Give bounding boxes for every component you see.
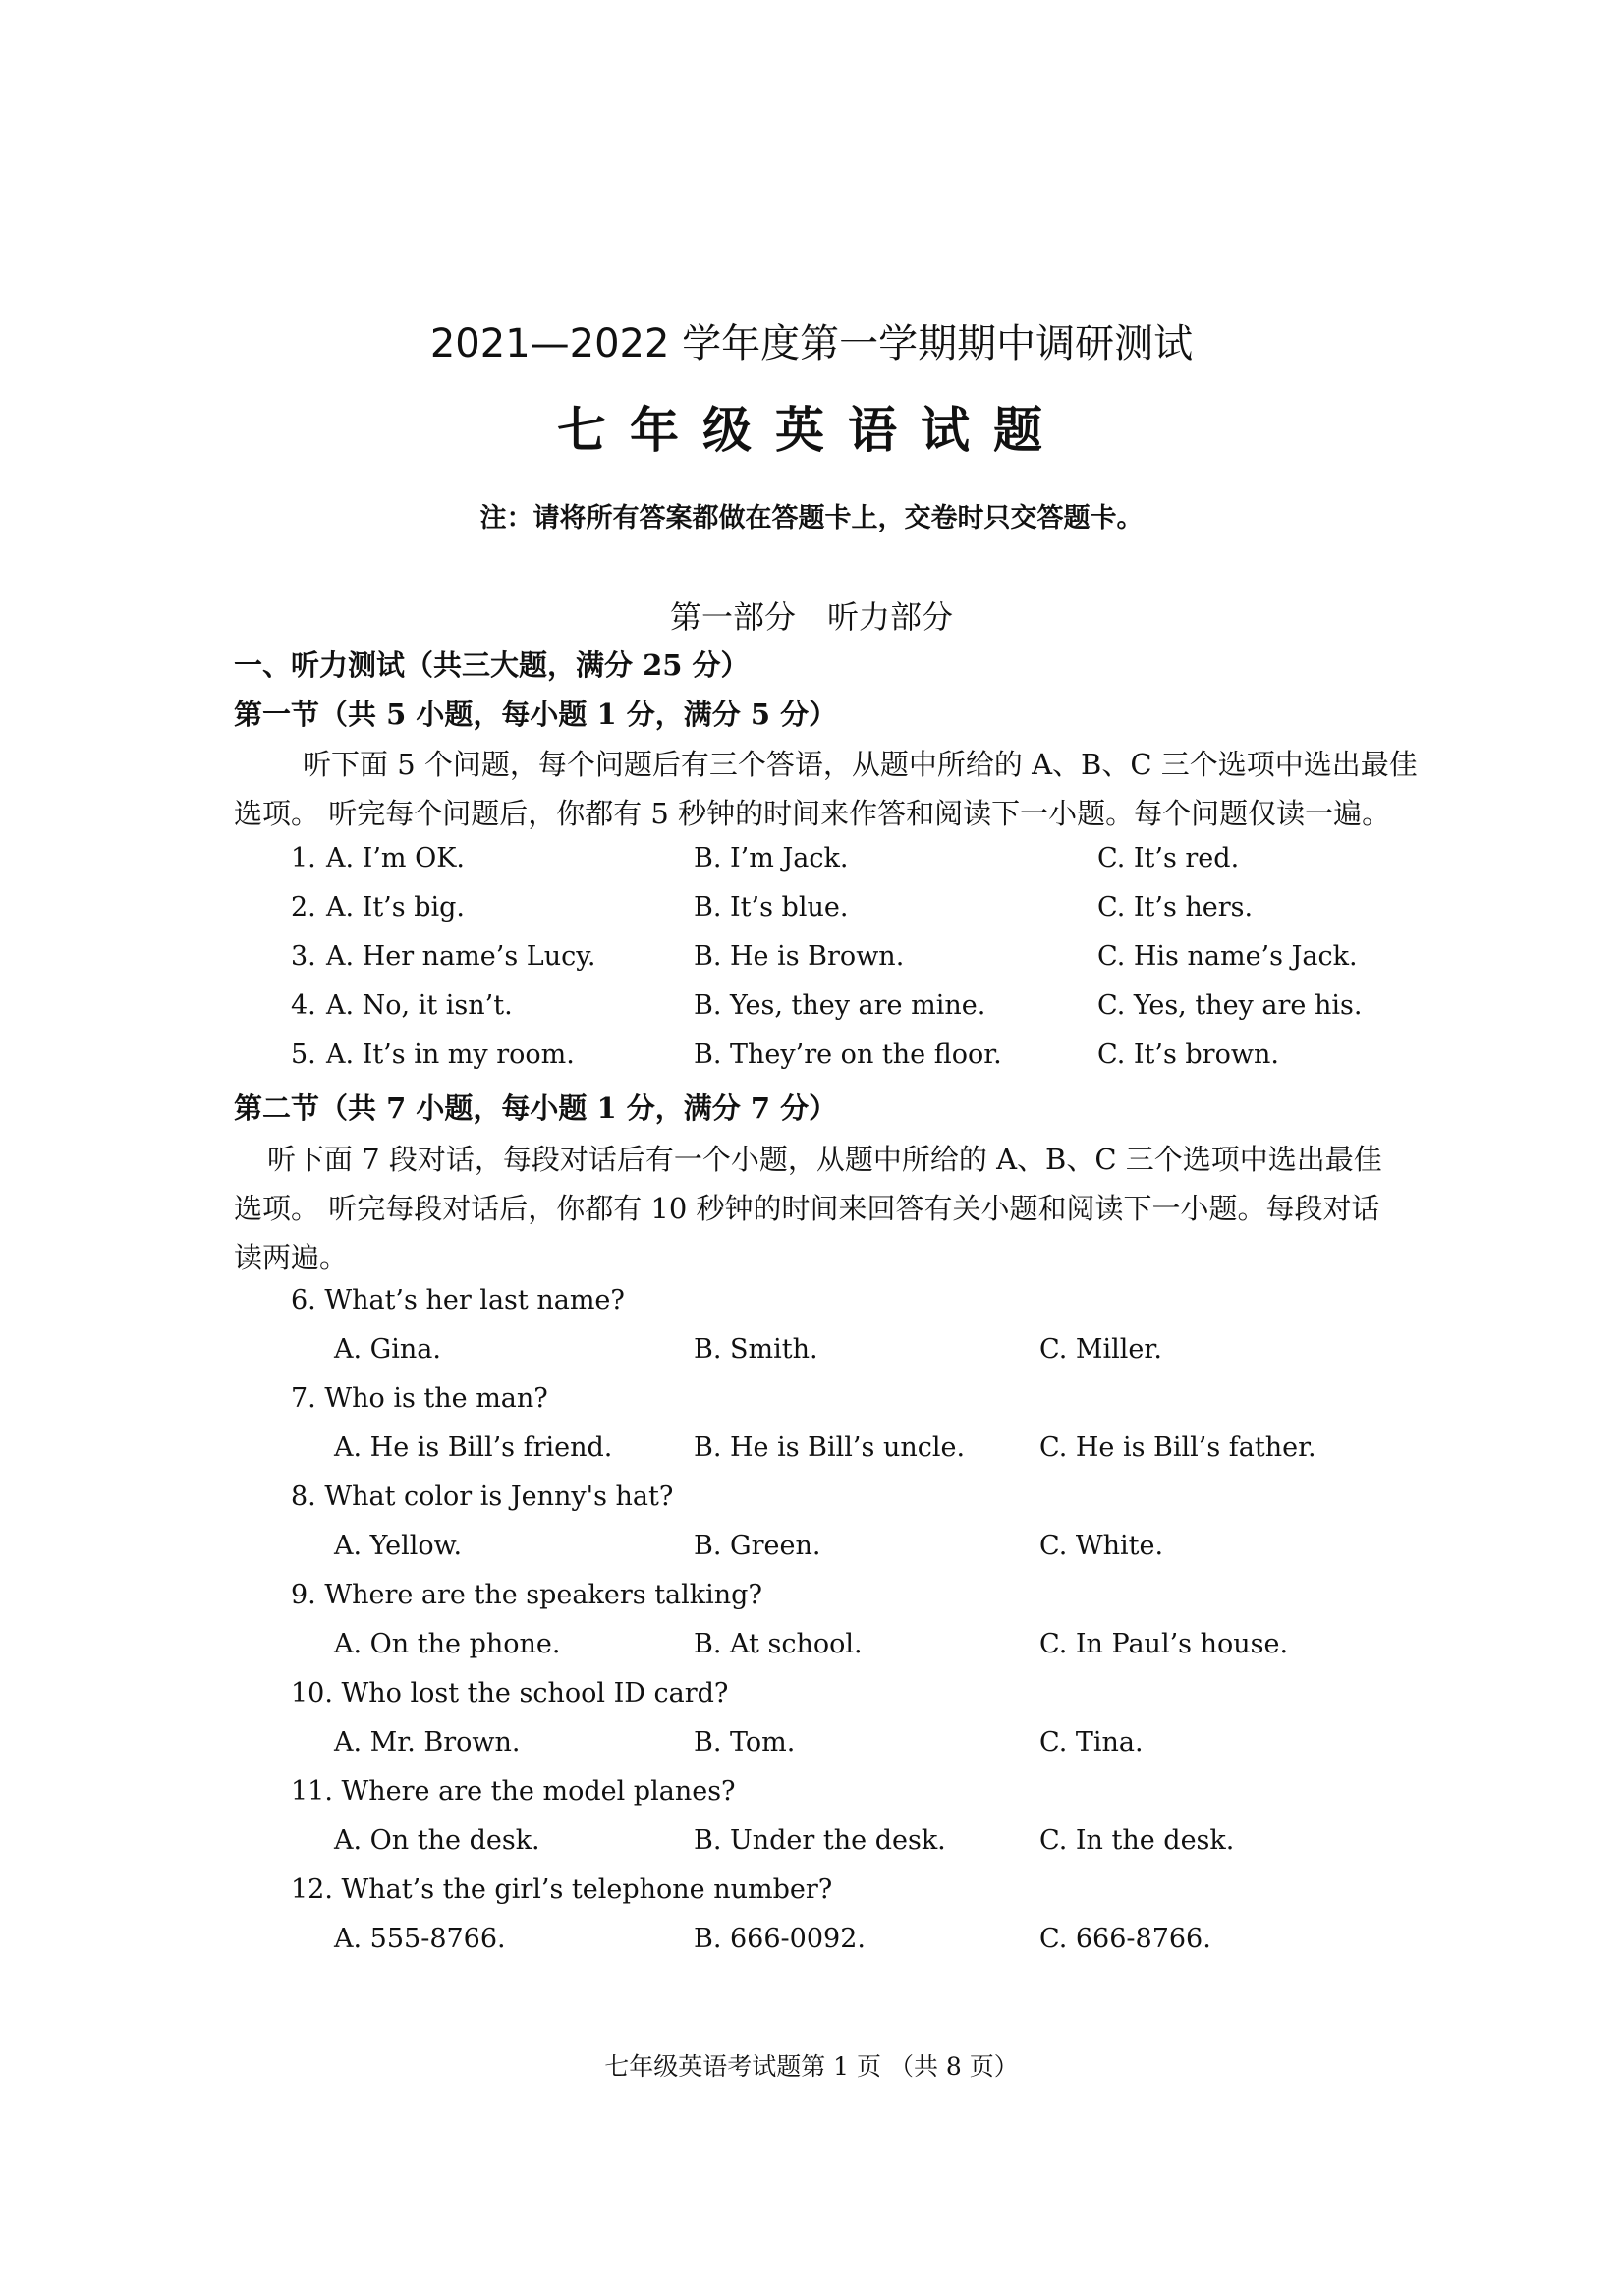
- option-a: A. He is Bill’s friend.: [334, 1432, 613, 1463]
- exam-subtitle: 七年级英语试题: [557, 402, 1066, 459]
- section1-instructions-line2: 选项。 听完每个问题后，你都有 5 秒钟的时间来作答和阅读下一小题。每个问题仅读一遍。: [234, 797, 1391, 830]
- question-stem: 11. Where are the model planes?: [291, 1776, 736, 1807]
- option-a: A. Her name’s Lucy.: [326, 941, 596, 972]
- option-a: A. On the phone.: [334, 1629, 561, 1659]
- option-b: B. They’re on the floor.: [694, 1039, 1002, 1070]
- question-stem: 7. Who is the man?: [291, 1383, 548, 1414]
- exam-note: 注：请将所有答案都做在答题卡上，交卷时只交答题卡。: [479, 503, 1144, 533]
- option-a: A. No, it isn’t.: [326, 990, 513, 1021]
- option-a: A. On the desk.: [334, 1825, 540, 1856]
- option-c: C. His name’s Jack.: [1097, 941, 1358, 972]
- option-c: C. Tina.: [1039, 1727, 1144, 1758]
- section2-heading: 第二节（共 7 小题，每小题 1 分，满分 7 分）: [234, 1092, 838, 1125]
- option-a: A. Yellow.: [334, 1531, 463, 1561]
- question-stem: 6. What’s her last name?: [291, 1285, 625, 1316]
- question-stem: 10. Who lost the school ID card?: [291, 1678, 729, 1708]
- option-a: A. I’m OK.: [326, 843, 465, 873]
- option-c: C. 666-8766.: [1039, 1924, 1211, 1954]
- option-a: A. Gina.: [334, 1334, 441, 1365]
- option-a: A. 555-8766.: [334, 1924, 506, 1954]
- option-c: C. It’s brown.: [1097, 1039, 1279, 1070]
- section1-instructions-line1: 听下面 5 个问题，每个问题后有三个答语，从题中所给的 A、B、C 三个选项中选出最佳: [303, 748, 1418, 781]
- option-b: B. Green.: [694, 1531, 821, 1561]
- option-b: B. Smith.: [694, 1334, 818, 1365]
- option-c: C. Yes, they are his.: [1097, 990, 1363, 1021]
- option-b: B. 666-0092.: [694, 1924, 866, 1954]
- page-footer: 七年级英语考试题第 1 页 （共 8 页）: [604, 2052, 1019, 2081]
- option-b: B. He is Brown.: [694, 941, 905, 972]
- part-title: 第一部分 听力部分: [669, 598, 953, 636]
- option-c: C. It’s hers.: [1097, 892, 1254, 923]
- option-b: B. I’m Jack.: [694, 843, 849, 873]
- question-number: 2.: [291, 892, 316, 923]
- section2-instructions-line2: 选项。 听完每段对话后，你都有 10 秒钟的时间来回答有关小题和阅读下一小题。每段对话: [234, 1192, 1380, 1225]
- option-c: C. White.: [1039, 1531, 1164, 1561]
- option-a: A. It’s big.: [326, 892, 465, 923]
- question-number: 1.: [291, 843, 316, 873]
- question-stem: 8. What color is Jenny's hat?: [291, 1482, 674, 1512]
- section2-instructions-line3: 读两遍。: [234, 1241, 349, 1274]
- question-stem: 12. What’s the girl’s telephone number?: [291, 1875, 833, 1905]
- option-c: C. In Paul’s house.: [1039, 1629, 1289, 1659]
- option-a: A. Mr. Brown.: [334, 1727, 521, 1758]
- option-c: C. Miller.: [1039, 1334, 1162, 1365]
- option-c: C. He is Bill’s father.: [1039, 1432, 1316, 1463]
- question-stem: 9. Where are the speakers talking?: [291, 1580, 762, 1610]
- option-b: B. It’s blue.: [694, 892, 849, 923]
- option-b: B. Yes, they are mine.: [694, 990, 986, 1021]
- option-b: B. He is Bill’s uncle.: [694, 1432, 966, 1463]
- exam-title: 2021—2022 学年度第一学期期中调研测试: [429, 321, 1194, 366]
- question-number: 5.: [291, 1039, 316, 1070]
- section1-heading: 第一节（共 5 小题，每小题 1 分，满分 5 分）: [234, 698, 838, 731]
- option-a: A. It’s in my room.: [326, 1039, 575, 1070]
- option-b: B. At school.: [694, 1629, 863, 1659]
- option-b: B. Under the desk.: [694, 1825, 946, 1856]
- question-number: 4.: [291, 990, 316, 1021]
- option-b: B. Tom.: [694, 1727, 796, 1758]
- option-c: C. It’s red.: [1097, 843, 1240, 873]
- question-number: 3.: [291, 941, 316, 972]
- section2-instructions-line1: 听下面 7 段对话，每段对话后有一个小题，从题中所给的 A、B、C 三个选项中选出最佳: [267, 1143, 1382, 1176]
- listening-heading: 一、听力测试（共三大题，满分 25 分）: [234, 648, 750, 682]
- option-c: C. In the desk.: [1039, 1825, 1235, 1856]
